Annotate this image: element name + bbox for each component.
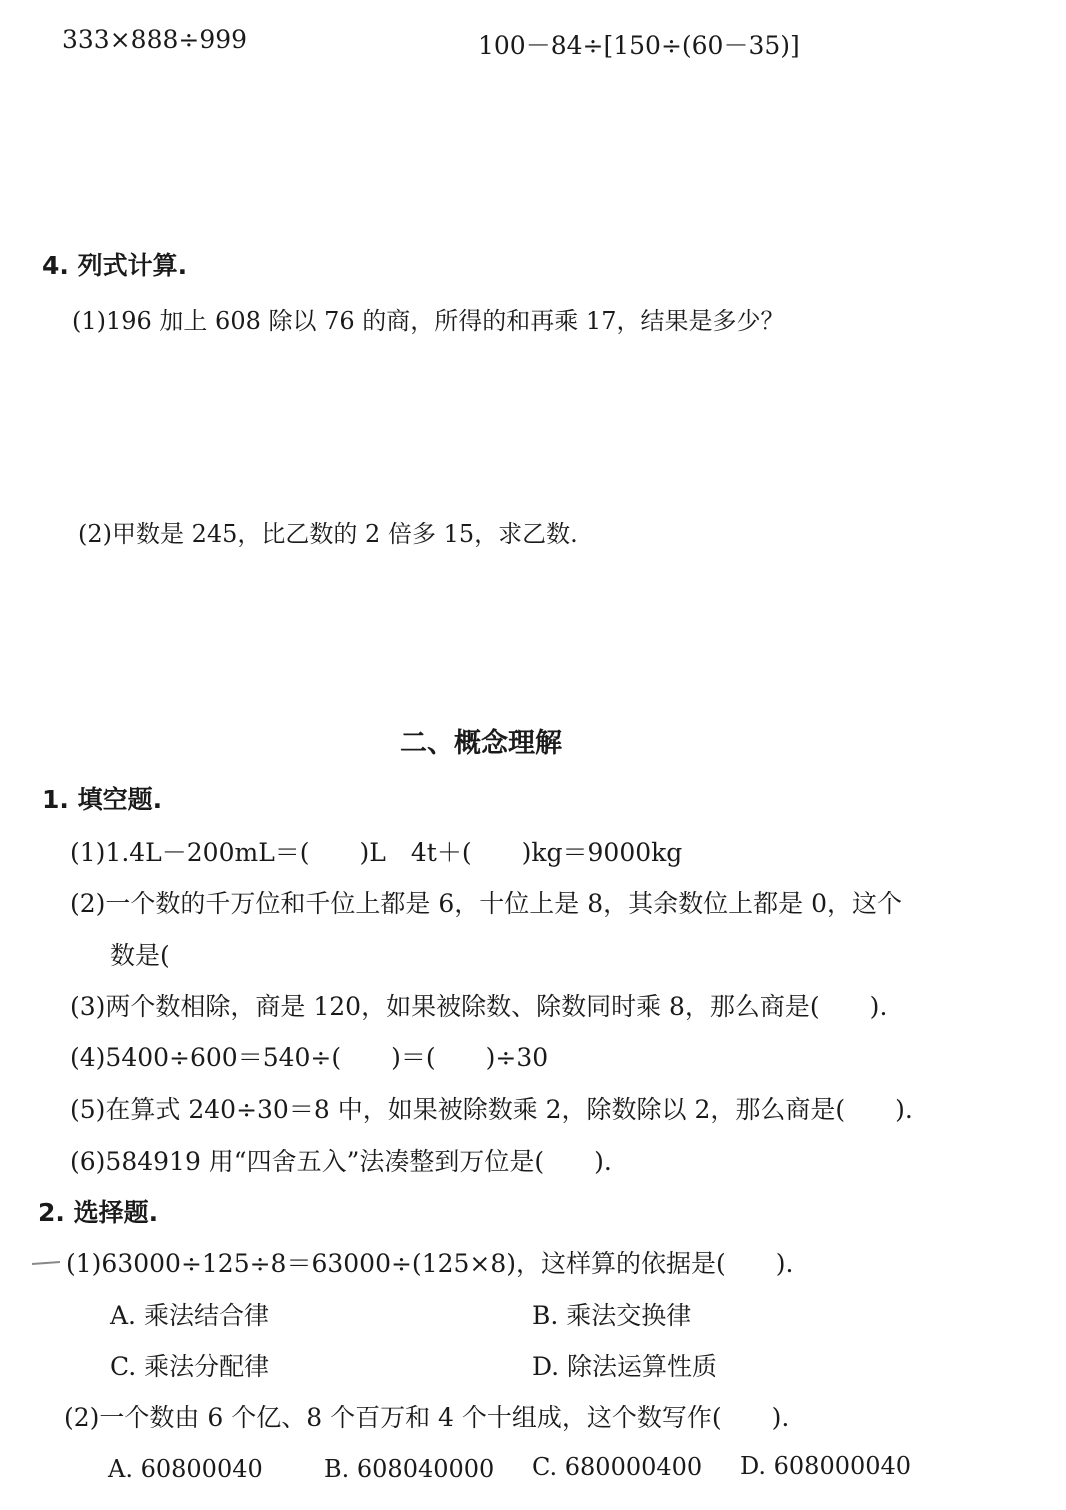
fill-question-6: (6)584919 用“四舍五入”法凑整到万位是( ).: [70, 1147, 612, 1176]
expression-left: 333×888÷999: [62, 25, 248, 54]
section-4-question-1: (1)196 加上 608 除以 76 的商，所得的和再乘 17，结果是多少？: [72, 307, 785, 335]
choice-question-1-option-a: A. 乘法结合律: [110, 1301, 269, 1330]
choice-question-1-option-b: B. 乘法交换律: [532, 1301, 692, 1330]
choice-question-2-option-d: D. 608000040: [740, 1452, 912, 1480]
choice-question-1-option-d: D. 除法运算性质: [532, 1352, 718, 1381]
stray-pen-mark: [32, 1261, 60, 1265]
fill-question-1: (1)1.4L－200mL＝( )L 4t＋( )kg＝9000kg: [70, 838, 683, 867]
choice-question-2-stem: (2)一个数由 6 个亿、8 个百万和 4 个十组成，这个数写作( ).: [64, 1403, 790, 1432]
section-4-question-2: (2)甲数是 245，比乙数的 2 倍多 15，求乙数.: [78, 520, 578, 548]
fill-question-5: (5)在算式 240÷30＝8 中，如果被除数乘 2，除数除以 2，那么商是( ).: [70, 1095, 913, 1124]
part-2-title: 二、概念理解: [400, 728, 562, 759]
choice-heading: 2. 选择题.: [38, 1198, 159, 1227]
fill-question-3: (3)两个数相除，商是 120，如果被除数、除数同时乘 8，那么商是( ).: [70, 992, 888, 1021]
choice-question-2-option-c: C. 680000400: [532, 1453, 703, 1481]
fill-question-2-line-2: 数是(: [110, 941, 170, 970]
section-4-heading: 4. 列式计算.: [42, 251, 188, 280]
choice-question-1-option-c: C. 乘法分配律: [110, 1352, 270, 1381]
fill-question-2-line-1: (2)一个数的千万位和千位上都是 6，十位上是 8，其余数位上都是 0，这个: [70, 889, 902, 918]
choice-question-2-option-b: B. 608040000: [324, 1455, 495, 1483]
choice-question-2-option-a: A. 60800040: [108, 1455, 263, 1483]
choice-question-1-stem: (1)63000÷125÷8＝63000÷(125×8)，这样算的依据是( ).: [66, 1249, 794, 1278]
fill-question-4: (4)5400÷600＝540÷( )＝( )÷30: [70, 1043, 549, 1072]
expression-right: 100－84÷[150÷(60－35)]: [478, 31, 800, 60]
fill-blank-heading: 1. 填空题.: [42, 785, 163, 814]
